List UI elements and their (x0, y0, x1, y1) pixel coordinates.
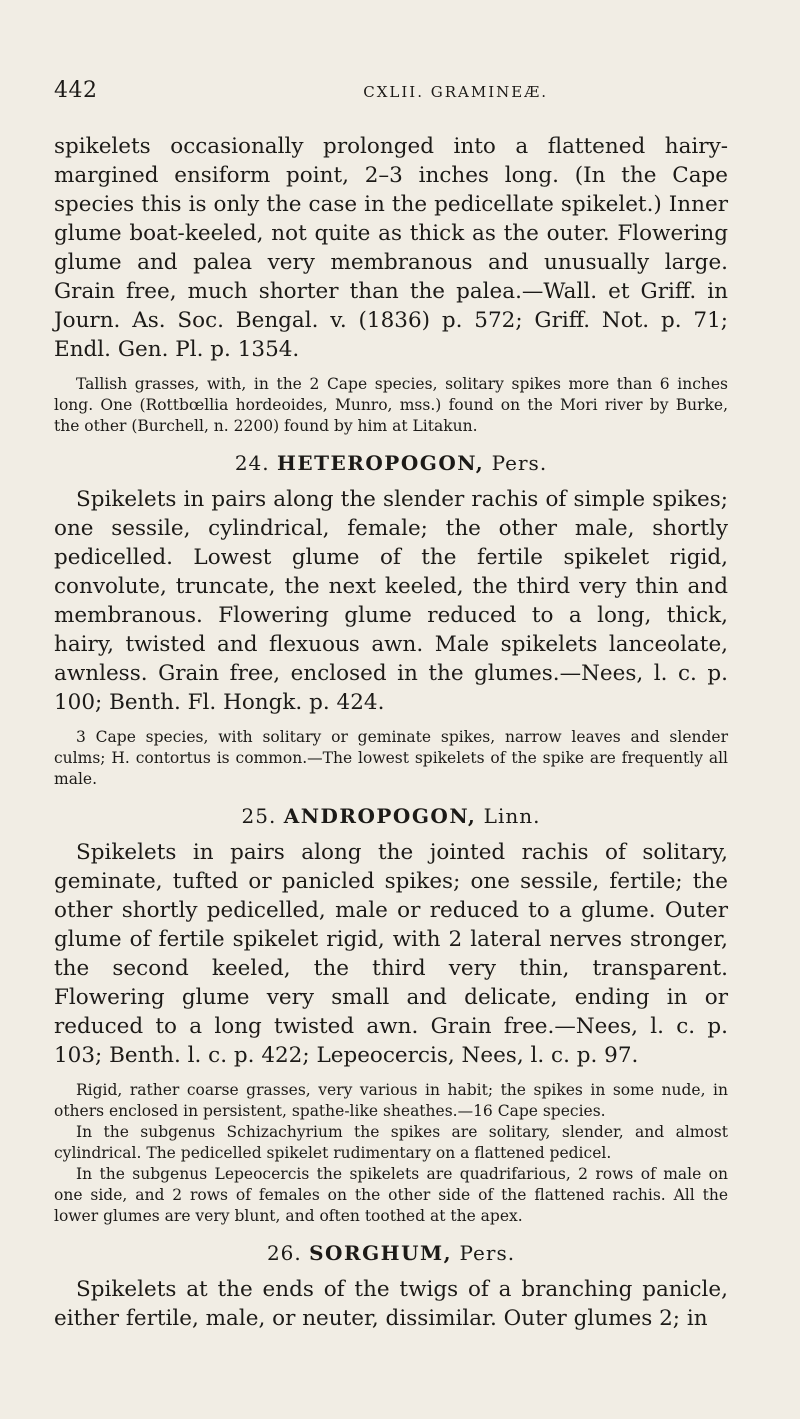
genus-heading (54, 1239, 728, 1267)
body-paragraph: Spikelets in pairs along the slender rachis of simple spikes; one sessile, cylindrical, female; the other male, shortly pedicelled. Lowest glume of the fertile spikelet rigid, convolute, truncate, the next keeled, the third very thin and membranous. Flowering glume reduced to a long, thick, hairy, twisted and flexuous awn. Male spikelets lanceolate, awnless. Grain free, enclosed in the glumes.—Nees, l. c. p. 100; Benth. Fl. Hongk. p. 424. (54, 487, 728, 715)
genus-heading (54, 802, 728, 830)
body-paragraph: spikelets occasionally prolonged into a flattened hairy-margined ensiform point, 2–3 inches long. (In the Cape species this is only the case in the pedicellate spikelet.) Inner glume boat-keeled, not quite as thick as the outer. Flowering glume and palea very membranous and unusually large. Grain free, much shorter than the palea.—Wall. et Griff. in Journ. As. Soc. Bengal. v. (1836) p. 572; Griff. Not. p. 71; Endl. Gen. Pl. p. 1354. (54, 134, 728, 362)
note-paragraph: In the subgenus Lepeocercis the spikelets are quadrifarious, 2 rows of male on one side, and 2 rows of females on the other side of the flattened rachis. All the lower glumes are very blunt, and often toothed at the apex. (54, 1165, 728, 1225)
genus-name: ANDROPOGON, (283, 804, 477, 828)
genus-author: Pers. (459, 1241, 516, 1265)
note-paragraph: 3 Cape species, with solitary or geminate spikes, narrow leaves and slender culms; H. contortus is common.—The lowest spikelets of the spike are frequently all male. (54, 728, 728, 788)
note-paragraph: Tallish grasses, with, in the 2 Cape species, solitary spikes more than 6 inches long. One (Rottbœllia hordeoides, Munro, mss.) found on the Mori river by Burke, the other (Burchell, n. 2200) found by him at Litakun. (54, 375, 728, 435)
genus-number: 26. (266, 1241, 302, 1265)
genus-number: 24. (234, 451, 270, 475)
running-title: CXLII. GRAMINEÆ. (363, 83, 548, 101)
genus-number: 25. (241, 804, 277, 828)
genus-author: Linn. (483, 804, 541, 828)
body-paragraph: Spikelets in pairs along the jointed rachis of solitary, geminate, tufted or panicled spikes; one sessile, fertile; the other shortly pedicelled, male or reduced to a glume. Outer glume of fertile spikelet rigid, with 2 lateral nerves stronger, the second keeled, the third very thin, transparent. Flowering glume very small and delicate, ending in or reduced to a long twisted awn. Grain free.—Nees, l. c. p. 103; Benth. l. c. p. 422; Lepeocercis, Nees, l. c. p. 97. (54, 840, 728, 1068)
genus-name: HETEROPOGON, (276, 451, 485, 475)
note-paragraph: Rigid, rather coarse grasses, very various in habit; the spikes in some nude, in others enclosed in persistent, spathe-like sheathes.—16 Cape species. (54, 1081, 728, 1120)
genus-heading (54, 449, 728, 477)
note-paragraph: In the subgenus Schizachyrium the spikes are solitary, slender, and almost cylindrical. The pedicelled spikelet rudimentary on a flattened pedicel. (54, 1123, 728, 1162)
page-number: 442 (54, 78, 98, 103)
body-paragraph: Spikelets at the ends of the twigs of a branching panicle, either fertile, male, or neuter, dissimilar. Outer glumes 2; in (54, 1277, 728, 1331)
genus-name: SORGHUM, (309, 1241, 453, 1265)
page-header (54, 78, 728, 114)
genus-author: Pers. (491, 451, 548, 475)
